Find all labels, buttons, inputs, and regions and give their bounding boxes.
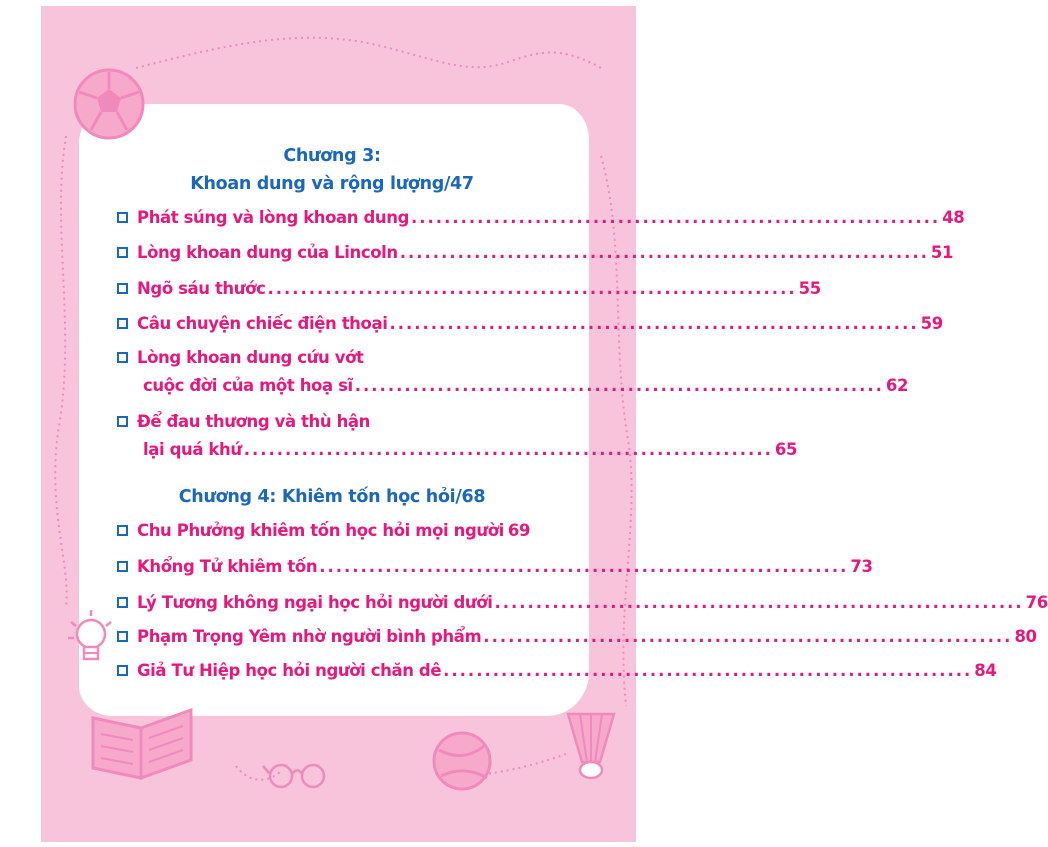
entry-title: Để đau thương và thù hận [137, 411, 371, 431]
entry-page: 59 [920, 313, 943, 333]
entry-title: Lòng khoan dung cứu vớt [137, 347, 364, 367]
toc-entry[interactable] [117, 518, 531, 542]
entry-title: Chu Phưởng khiêm tốn học hỏi mọi người [137, 520, 504, 540]
dot-leader: ................................................................ [483, 626, 1013, 646]
dot-leader: ................................................................ [354, 375, 884, 395]
entry-page: 48 [942, 207, 965, 227]
toc-entry[interactable] [117, 240, 954, 264]
entry-page: 69 [507, 520, 531, 540]
toc-entry[interactable] [117, 276, 821, 300]
dot-leader: ................................................................ [399, 242, 929, 262]
dot-leader: ................................................................ [319, 556, 849, 576]
entry-title: Lý Tương không ngại học hỏi người dưới [137, 592, 493, 612]
entry-page: 55 [798, 278, 821, 298]
checkbox-icon [117, 631, 128, 642]
toc-entry[interactable] [117, 311, 943, 335]
dot-leader: ................................................................ [243, 439, 773, 459]
entry-page: 51 [930, 242, 954, 262]
chapter-3-title: Chương 3: [283, 146, 381, 166]
toc-entry[interactable] [117, 345, 528, 369]
entry-title: Ngõ sáu thước [137, 278, 266, 298]
entry-title: Phát súng và lòng khoan dung [137, 207, 409, 227]
checkbox-icon [117, 212, 128, 223]
dot-leader: ................................................................ [411, 207, 941, 227]
entry-page: 62 [885, 375, 909, 395]
entry-page: 80 [1014, 626, 1037, 646]
toc-entry-continuation[interactable] [143, 373, 909, 397]
dot-leader: ................................................................ [443, 660, 973, 680]
checkbox-icon [117, 318, 128, 329]
checkbox-icon [117, 416, 128, 427]
entry-title: Giả Tư Hiệp học hỏi người chăn dê [137, 660, 442, 680]
toc-entry[interactable] [117, 624, 1037, 648]
checkbox-icon [117, 352, 128, 363]
dot-leader: ................................................................ [389, 313, 919, 333]
chapter-4-title: Chương 4: Khiêm tốn học hỏi/68 [178, 487, 486, 507]
dot-leader: ................................................................ [494, 592, 1024, 612]
entry-page: 76 [1025, 592, 1048, 612]
entry-page: 84 [974, 660, 997, 680]
toc-entry[interactable] [117, 554, 873, 578]
checkbox-icon [117, 283, 128, 294]
toc-entry[interactable] [117, 590, 1048, 614]
toc-entry-continuation[interactable] [143, 437, 798, 461]
checkbox-icon [117, 665, 128, 676]
checkbox-icon [117, 561, 128, 572]
entry-title: Lòng khoan dung của Lincoln [137, 242, 398, 262]
toc-entry[interactable] [117, 409, 528, 433]
entry-page: 65 [774, 439, 798, 459]
checkbox-icon [117, 525, 128, 536]
entry-page: 73 [850, 556, 873, 576]
checkbox-icon [117, 247, 128, 258]
entry-title: Câu chuyện chiếc điện thoại [137, 313, 388, 333]
entry-title-line-2: cuộc đời của một hoạ sĩ [143, 375, 353, 395]
checkbox-icon [117, 597, 128, 608]
entry-title: Khổng Tử khiêm tốn [137, 556, 318, 576]
chapter-3-subtitle: Khoan dung và rộng lượng/47 [190, 174, 474, 194]
entry-title: Phạm Trọng Yêm nhờ người bình phẩm [137, 626, 482, 646]
toc-entry[interactable] [117, 658, 997, 682]
entry-title-line-2: lại quá khứ [143, 439, 242, 459]
toc-entry[interactable] [117, 205, 965, 229]
dot-leader: ................................................................ [267, 278, 797, 298]
